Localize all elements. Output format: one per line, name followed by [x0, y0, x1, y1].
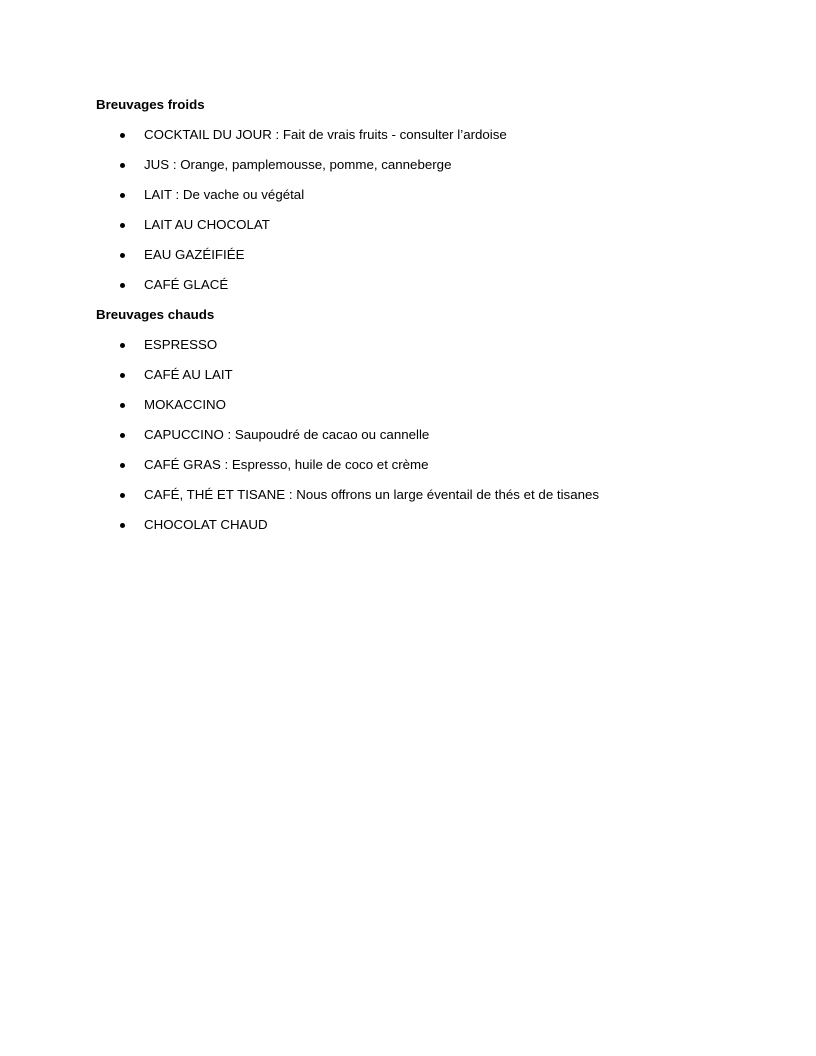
- list-item-text: ESPRESSO: [144, 337, 218, 352]
- document-body: [96, 94, 736, 544]
- list-item: [96, 484, 736, 506]
- bullet-icon: [120, 193, 125, 198]
- section-heading-hot-drinks: Breuvages chauds: [96, 307, 215, 322]
- bullet-icon: [120, 223, 125, 228]
- list-item-text: JUS : Orange, pamplemousse, pomme, canneberge: [144, 157, 452, 172]
- list-item-text: EAU GAZÉIFIÉE: [144, 247, 245, 262]
- list-item-text: CAFÉ GLACÉ: [144, 277, 229, 292]
- list-item-text: LAIT AU CHOCOLAT: [144, 217, 270, 232]
- bullet-icon: [120, 163, 125, 168]
- bullet-icon: [120, 343, 125, 348]
- list-item: [96, 124, 736, 146]
- list-item: [96, 244, 736, 266]
- list-item-text: MOKACCINO: [144, 397, 227, 412]
- list-item: [96, 334, 736, 356]
- list-item: [96, 214, 736, 236]
- list-item: [96, 364, 736, 386]
- list-item: [96, 424, 736, 446]
- list-item-text: CAFÉ, THÉ ET TISANE : Nous offrons un large éventail de thés et de tisanes: [144, 487, 600, 502]
- list-item: [96, 154, 736, 176]
- list-item-text: CAFÉ AU LAIT: [144, 367, 233, 382]
- hot-drinks-list: [96, 334, 736, 536]
- bullet-icon: [120, 253, 125, 258]
- cold-drinks-list: [96, 124, 736, 296]
- list-item-text: CHOCOLAT CHAUD: [144, 517, 268, 532]
- list-item: [96, 454, 736, 476]
- section-heading-cold-drinks: Breuvages froids: [96, 97, 205, 112]
- bullet-icon: [120, 463, 125, 468]
- list-item-text: CAFÉ GRAS : Espresso, huile de coco et crème: [144, 457, 429, 472]
- list-item-text: LAIT : De vache ou végétal: [144, 187, 305, 202]
- list-item: [96, 274, 736, 296]
- list-item: [96, 514, 736, 536]
- list-item: [96, 394, 736, 416]
- bullet-icon: [120, 523, 125, 528]
- list-item-text: COCKTAIL DU JOUR : Fait de vrais fruits - consulter l’ardoise: [144, 127, 507, 142]
- bullet-icon: [120, 133, 125, 138]
- bullet-icon: [120, 373, 125, 378]
- list-item: [96, 184, 736, 206]
- bullet-icon: [120, 403, 125, 408]
- bullet-icon: [120, 493, 125, 498]
- bullet-icon: [120, 283, 125, 288]
- list-item-text: CAPUCCINO : Saupoudré de cacao ou cannelle: [144, 427, 430, 442]
- bullet-icon: [120, 433, 125, 438]
